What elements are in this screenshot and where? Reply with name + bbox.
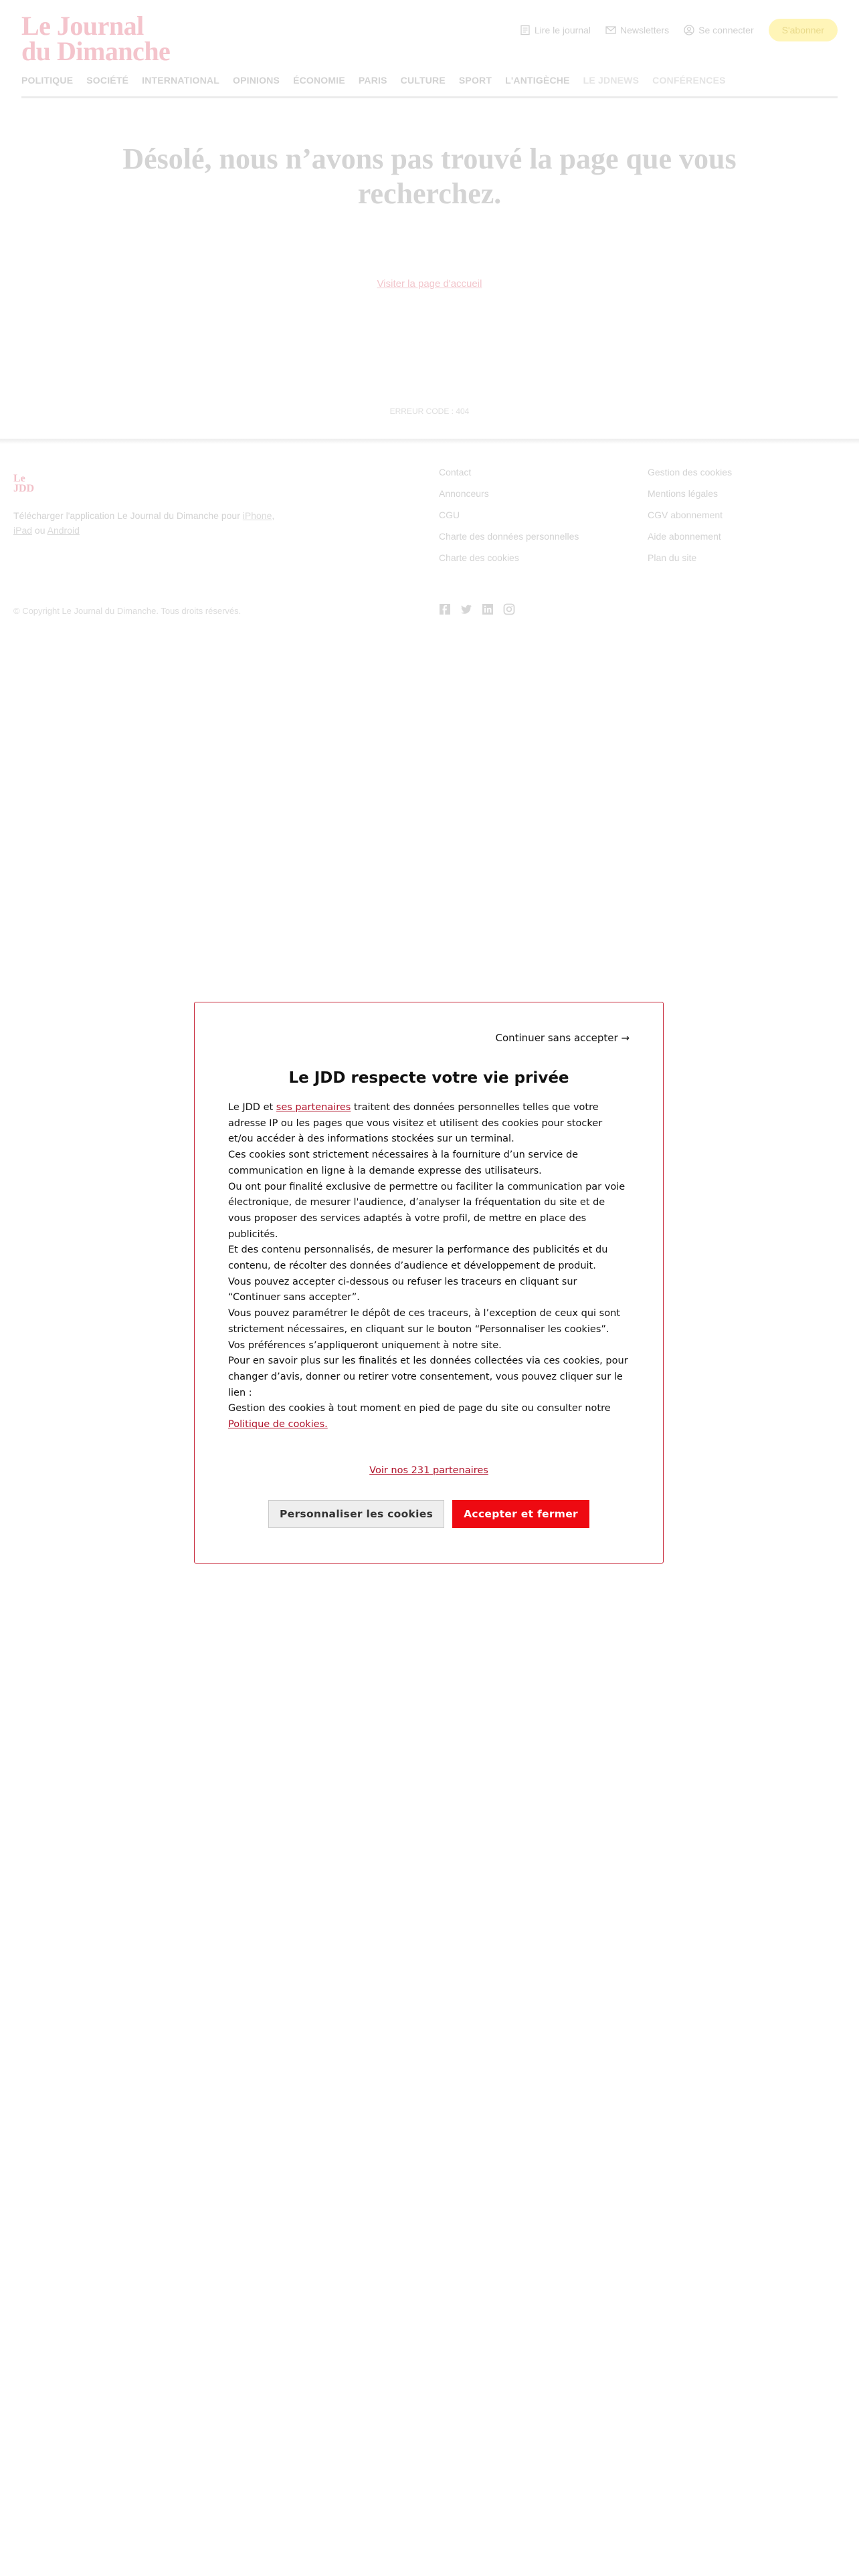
read-journal-label: Lire le journal	[534, 25, 591, 35]
logo-line-2: du Dimanche	[21, 36, 171, 66]
nav-paris[interactable]: PARIS	[358, 75, 387, 86]
nav-opinions[interactable]: OPINIONS	[233, 75, 280, 86]
envelope-icon	[605, 25, 616, 35]
consent-intro-after: traitent des données personnelles telles que votre adresse IP ou les pages que vous visitez et utilisent des cookies pour stocker et/ou accéder à des informations stockées sur un terminal.	[228, 1102, 603, 1145]
nav-societe[interactable]: SOCIÉTÉ	[86, 75, 129, 86]
consent-paragraph-6: Vos préférences s’appliqueront uniquement à notre site.	[228, 1339, 502, 1351]
instagram-icon[interactable]	[503, 603, 515, 615]
nav-politique[interactable]: POLITIQUE	[21, 75, 74, 86]
facebook-icon[interactable]	[439, 603, 451, 615]
main-nav	[21, 75, 838, 86]
footer-logo[interactable]	[13, 473, 34, 494]
consent-intro	[228, 1100, 630, 1148]
nav-divider	[21, 96, 838, 98]
footer-column-2	[648, 465, 732, 572]
footer-link-cgu[interactable]: CGU	[439, 510, 460, 520]
social-links	[439, 603, 515, 615]
subscribe-button[interactable]: S'abonner	[769, 19, 838, 41]
app-download-text: Télécharger l'application Le Journal du Dimanche pour iPhone, iPad ou Android	[13, 510, 275, 536]
consent-paragraph-5: Vous pouvez paramétrer le dépôt de ces traceurs, à l’exception de ceux qui sont strictement nécessaires, en cliquant sur le bouton “Personnaliser les cookies”.	[228, 1308, 620, 1335]
footer-link-legal[interactable]: Mentions légales	[648, 488, 719, 499]
nav-sport[interactable]: SPORT	[458, 75, 492, 86]
app-download-label: Télécharger l'application Le Journal du Dimanche pour	[13, 510, 240, 521]
nav-economie[interactable]: ÉCONOMIE	[293, 75, 345, 86]
partners-link[interactable]: ses partenaires	[276, 1102, 351, 1113]
footer-link-cookie-charter[interactable]: Charte des cookies	[439, 552, 519, 563]
see-partners-link[interactable]: Voir nos 231 partenaires	[369, 1465, 488, 1476]
consent-buttons	[195, 1500, 663, 1528]
site-header	[21, 13, 838, 100]
footer-link-sitemap[interactable]: Plan du site	[648, 552, 697, 563]
footer-link-data-charter[interactable]: Charte des données personnelles	[439, 531, 579, 542]
home-link[interactable]: Visiter la page d'accueil	[377, 278, 482, 290]
consent-paragraph-8	[228, 1401, 630, 1432]
footer-logo-line-2: JDD	[13, 483, 35, 494]
newsletters-label: Newsletters	[619, 25, 670, 35]
consent-paragraph-7: Pour en savoir plus sur les finalités et les données collectées via ces cookies, pour changer d’avis, donner ou retirer votre consentement, vous pouvez cliquer sur le lien :	[228, 1356, 628, 1398]
login-label: Se connecter	[698, 25, 754, 35]
consent-paragraph-8-text: Gestion des cookies à tout moment en pied de page du site ou consulter notre	[228, 1403, 611, 1414]
read-journal-link[interactable]	[520, 25, 591, 35]
logo-line-1: Le Journal	[21, 11, 144, 41]
cookie-consent-dialog	[194, 1002, 664, 1564]
footer-link-advertisers[interactable]: Annonceurs	[439, 488, 489, 499]
consent-paragraph-3: Et des contenu personnalisés, de mesurer la performance des publicités et du contenu, de récolter des données d’audience et développement de produit.	[228, 1245, 608, 1272]
footer-link-subscription-help[interactable]: Aide abonnement	[648, 531, 721, 542]
consent-paragraph-4: Vous pouvez accepter ci-dessous ou refuser les traceurs en cliquant sur “Continuer sans accepter”.	[228, 1276, 577, 1303]
cookie-policy-link[interactable]: Politique de cookies.	[228, 1419, 328, 1430]
nav-antiseche[interactable]: L'ANTIGÈCHE	[505, 75, 570, 86]
ipad-link[interactable]: iPad	[13, 525, 33, 536]
copyright: © Copyright Le Journal du Dimanche. Tous droits réservés.	[13, 606, 242, 616]
newspaper-icon	[520, 25, 531, 35]
consent-title: Le JDD respecte votre vie privée	[288, 1069, 569, 1087]
iphone-link[interactable]: iPhone	[242, 510, 272, 521]
nav-international[interactable]: INTERNATIONAL	[142, 75, 219, 86]
footer-link-cookie-management[interactable]: Gestion des cookies	[648, 467, 733, 477]
login-link[interactable]	[684, 25, 754, 35]
site-logo[interactable]	[21, 13, 170, 64]
customize-cookies-button[interactable]: Personnaliser les cookies	[268, 1500, 444, 1528]
footer-logo-line-1: Le	[13, 473, 25, 484]
user-icon	[684, 25, 694, 35]
linkedin-icon[interactable]	[482, 603, 494, 615]
header-tools	[520, 19, 838, 41]
consent-intro-before: Le JDD et	[228, 1102, 276, 1113]
nav-conferences[interactable]: CONFÉRENCES	[652, 75, 726, 86]
consent-paragraph-1: Ces cookies sont strictement nécessaires à la fourniture d’un service de communication en ligne à la demande expresse des utilisateurs.	[228, 1150, 579, 1176]
accept-and-close-button[interactable]: Accepter et fermer	[452, 1500, 589, 1528]
nav-culture[interactable]: CULTURE	[400, 75, 446, 86]
continue-without-accepting-link[interactable]: Continuer sans accepter →	[495, 1032, 630, 1044]
nav-jdnews[interactable]: LE JDNEWS	[583, 75, 640, 86]
twitter-icon[interactable]	[460, 603, 472, 615]
newsletters-link[interactable]	[605, 25, 669, 35]
consent-text	[228, 1100, 630, 1433]
footer-divider	[0, 439, 859, 444]
footer-column-1	[439, 465, 579, 572]
consent-paragraph-2: Ou ont pour finalité exclusive de permettre ou faciliter la communication par voie électronique, de mesurer l'audience, d’analyser la fréquentation du site et de vous proposer des services adaptés à votre profil, de mettre en place des publicités.	[228, 1181, 626, 1240]
footer-link-contact[interactable]: Contact	[439, 467, 472, 477]
footer-link-cgv[interactable]: CGV abonnement	[648, 510, 723, 520]
or-label: ou	[34, 525, 45, 536]
error-title: Désolé, nous n’avons pas trouvé la page que vous recherchez.	[122, 142, 737, 210]
android-link[interactable]: Android	[47, 525, 80, 536]
error-code: ERREUR CODE : 404	[389, 407, 470, 416]
